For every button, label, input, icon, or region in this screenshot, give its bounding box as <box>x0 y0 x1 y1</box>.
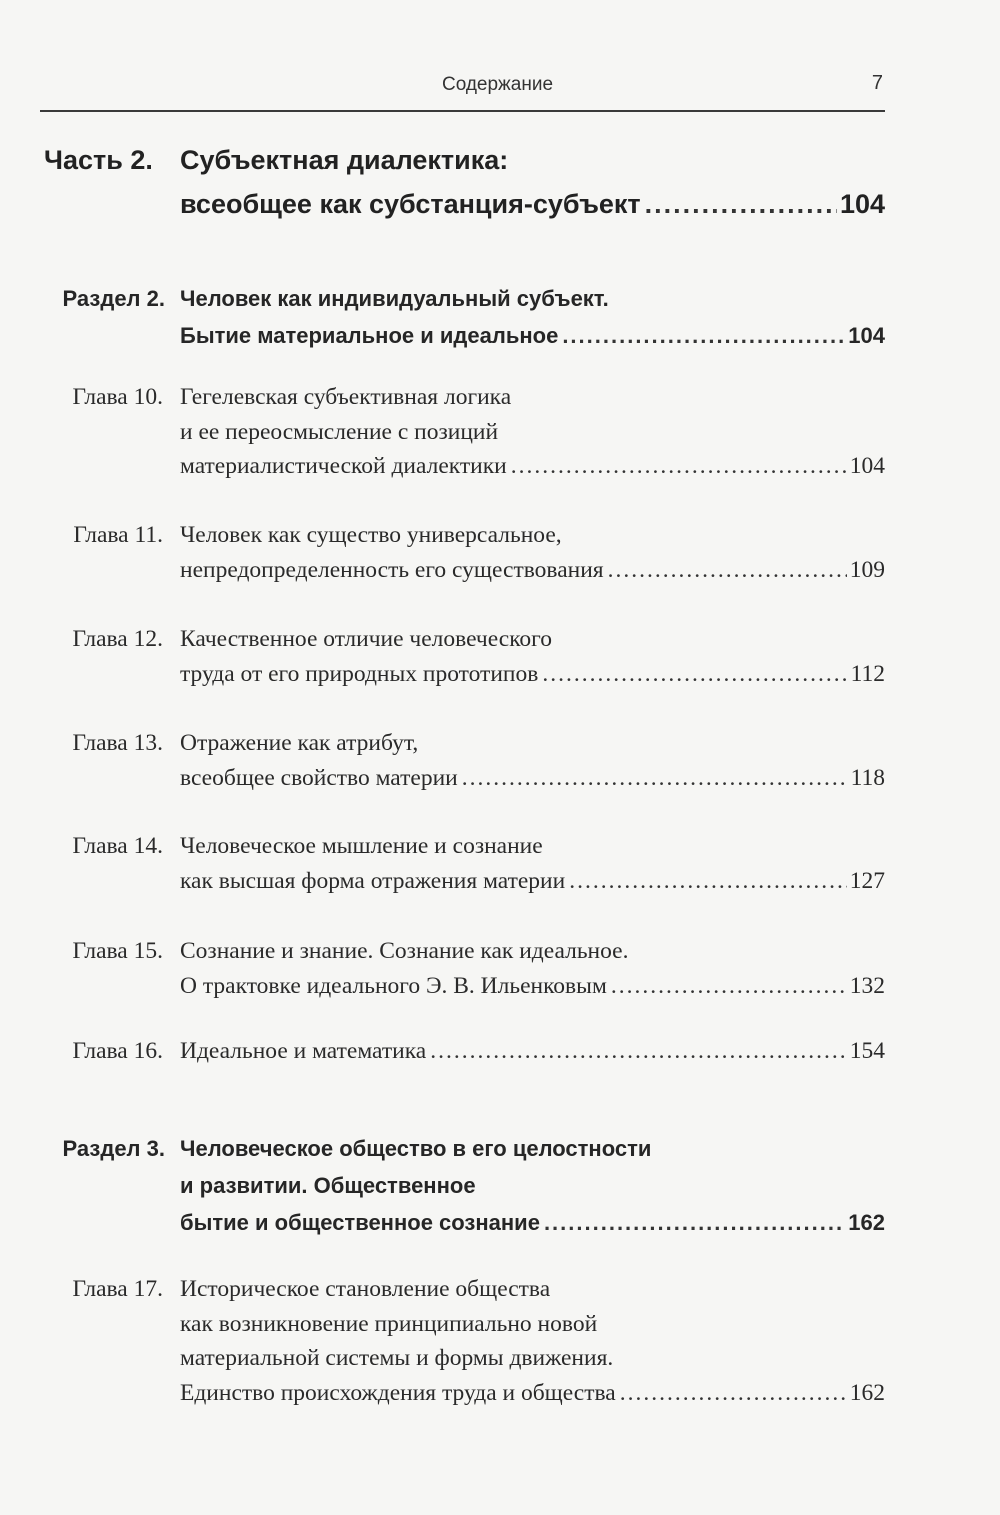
entry-title-text: и развитии. Общественное <box>180 1173 476 1198</box>
entry-title <box>180 726 885 795</box>
entry-title <box>180 1034 885 1069</box>
running-title: Содержание <box>441 74 554 95</box>
page-reference: 118 <box>850 764 885 791</box>
entry-title-line <box>180 1272 885 1307</box>
entry-title-line <box>180 761 885 796</box>
dot-leader <box>620 1376 847 1411</box>
page-reference: 104 <box>849 453 885 479</box>
entry-title <box>180 518 885 587</box>
entry-title <box>180 934 885 1003</box>
page-reference: 154 <box>849 1038 885 1064</box>
entry-label: Глава 15. <box>72 938 163 964</box>
page-reference: 112 <box>850 660 885 687</box>
page-reference: 109 <box>849 556 885 583</box>
entry-label: Глава 13. <box>72 730 163 756</box>
entry-label: Раздел 2. <box>62 286 165 311</box>
entry-title-text: всеобщее свойство материи <box>180 764 458 791</box>
entry-title-text: как возникновение принципиально новой <box>180 1310 598 1337</box>
entry-title-text: О трактовке идеального Э. В. Ильенковым <box>180 972 607 999</box>
entry-title-text: непредопределенность его существования <box>180 556 604 583</box>
entry-title-line <box>180 829 885 864</box>
entry-title-line <box>180 449 885 484</box>
entry-title-text: Бытие материальное и идеальное <box>180 323 559 348</box>
entry-title-line <box>180 317 885 354</box>
dot-leader <box>562 317 845 354</box>
entry-title-line <box>180 1341 885 1376</box>
entry-title-line <box>180 415 885 450</box>
entry-title-line <box>180 657 885 692</box>
page-reference: 162 <box>848 1210 885 1235</box>
entry-title-text: Отражение как атрибут, <box>180 730 419 756</box>
entry-title-line <box>180 182 885 226</box>
dot-leader <box>645 182 837 226</box>
entry-label: Глава 10. <box>72 384 163 410</box>
entry-title-text: и ее переосмысление с позиций <box>180 418 499 445</box>
running-header <box>40 74 885 112</box>
dot-leader <box>511 449 847 484</box>
entry-title-line <box>180 553 885 588</box>
entry-title-text: труда от его природных прототипов <box>180 660 539 687</box>
entry-title-text: как высшая форма отражения материи <box>180 867 566 894</box>
entry-label: Глава 12. <box>72 626 163 652</box>
entry-title <box>180 1272 885 1410</box>
entry-title <box>180 380 885 484</box>
dot-leader <box>462 761 848 796</box>
page-reference: 132 <box>849 972 885 999</box>
entry-title-line <box>180 138 885 182</box>
entry-label: Раздел 3. <box>62 1136 165 1161</box>
entry-title-text: материалистической диалектики <box>180 453 507 479</box>
entry-title <box>180 829 885 898</box>
entry-title-text: Сознание и знание. Сознание как идеальное. <box>180 938 629 964</box>
dot-leader <box>542 657 847 692</box>
entry-label: Глава 11. <box>73 522 163 548</box>
entry-label: Глава 16. <box>72 1038 163 1064</box>
entry-title <box>180 138 885 226</box>
entry-title <box>180 622 885 691</box>
dot-leader <box>430 1034 847 1069</box>
page-reference: 104 <box>848 323 885 348</box>
entry-title <box>180 280 885 354</box>
entry-title-text: Человек как индивидуальный субъект. <box>180 286 609 311</box>
entry-title-text: Человек как существо универсальное, <box>180 522 562 548</box>
page-reference: 162 <box>849 1379 885 1406</box>
page-reference: 104 <box>839 189 885 219</box>
entry-title-line <box>180 1307 885 1342</box>
entry-label: Часть 2. <box>44 145 153 175</box>
entry-label: Глава 17. <box>72 1276 163 1302</box>
page-reference: 127 <box>849 867 885 894</box>
entry-title-line <box>180 518 885 553</box>
entry-title-line <box>180 380 885 415</box>
entry-title-text: Гегелевская субъективная логика <box>180 384 512 410</box>
entry-title-text: материальной системы и формы движения. <box>180 1345 614 1371</box>
entry-title-text: Единство происхождения труда и общества <box>180 1379 616 1406</box>
entry-title-text: Субъектная диалектика: <box>180 145 509 175</box>
dot-leader <box>608 553 847 588</box>
entry-title-line <box>180 726 885 761</box>
entry-title-line <box>180 280 885 317</box>
dot-leader <box>569 864 847 899</box>
entry-title <box>180 1130 885 1241</box>
entry-title-line <box>180 622 885 657</box>
entry-title-text: Качественное отличие человеческого <box>180 626 552 652</box>
entry-title-line <box>180 1167 885 1204</box>
entry-title-line <box>180 1130 885 1167</box>
entry-title-text: Историческое становление общества <box>180 1276 551 1302</box>
dot-leader <box>544 1204 845 1241</box>
dot-leader <box>611 969 847 1004</box>
entry-title-line <box>180 969 885 1004</box>
entry-title-line <box>180 1204 885 1241</box>
entry-title-line <box>180 1034 885 1069</box>
entry-title-line <box>180 1376 885 1411</box>
entry-title-text: Идеальное и математика <box>180 1038 427 1064</box>
entry-title-line <box>180 934 885 969</box>
page-number: 7 <box>871 72 883 94</box>
entry-title-text: всеобщее как субстанция-субъект <box>180 189 641 219</box>
entry-title-text: Человеческое мышление и сознание <box>180 833 543 859</box>
entry-title-line <box>180 864 885 899</box>
entry-title-text: бытие и общественное сознание <box>180 1210 540 1235</box>
entry-label: Глава 14. <box>72 833 163 859</box>
entry-title-text: Человеческое общество в его целостности <box>180 1136 652 1161</box>
